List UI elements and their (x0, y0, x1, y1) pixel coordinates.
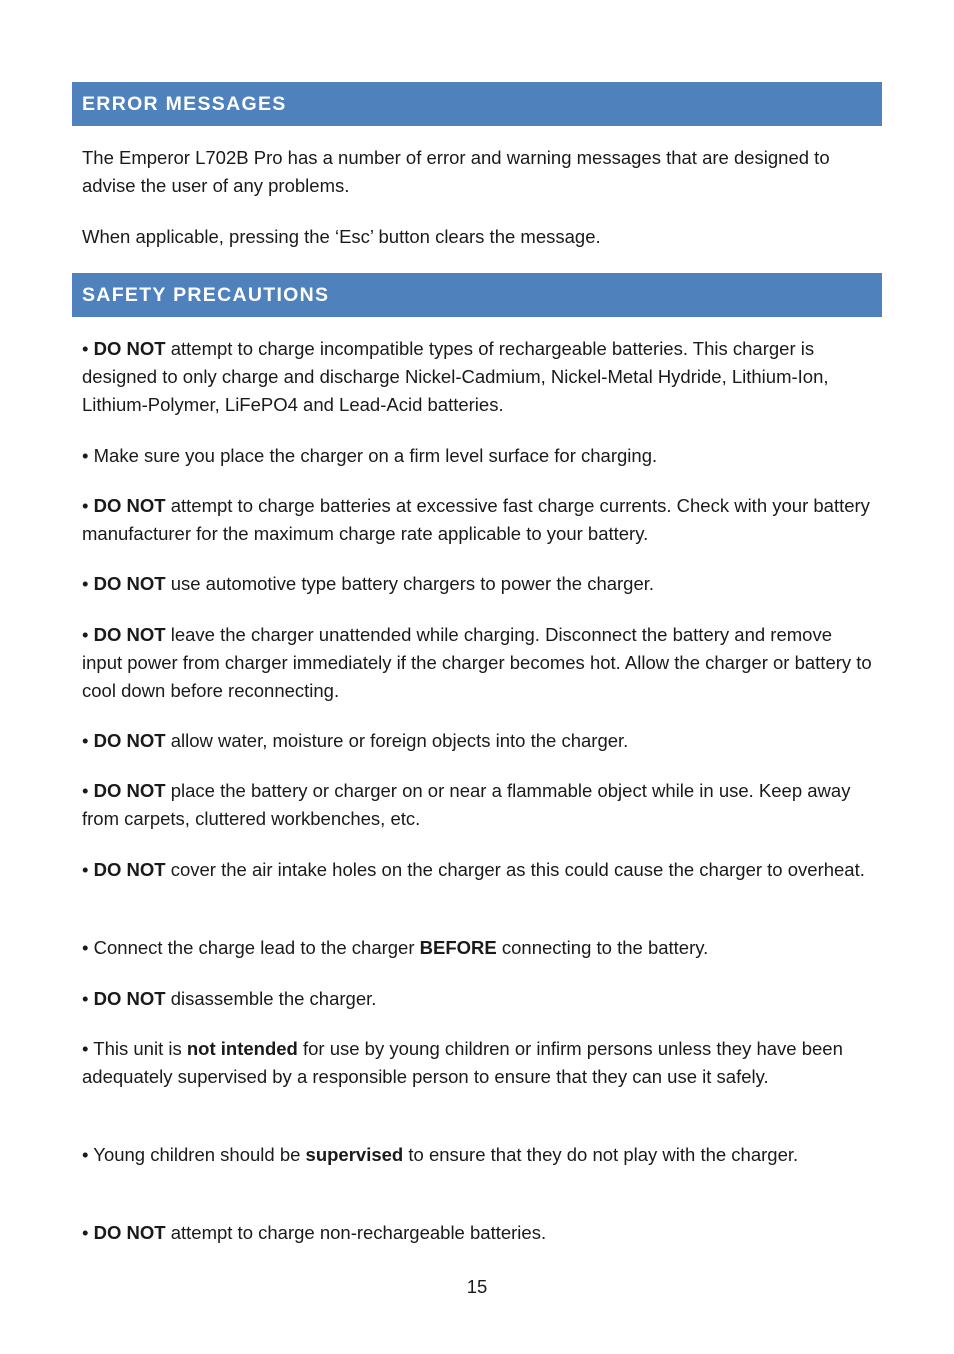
safety-item: • This unit is not intended for use by young children or infirm persons unless they have been adequately supervised by a responsible person to ensure that they can use it safely. (82, 1038, 843, 1087)
safety-precautions-title: SAFETY PRECAUTIONS (82, 283, 330, 306)
safety-precautions-heading (72, 273, 882, 317)
safety-item: • Young children should be supervised to ensure that they do not play with the charger. (82, 1144, 799, 1165)
safety-item: • DO NOT attempt to charge incompatible types of rechargeable batteries. This charger is designed to only charge and discharge Nickel-Cadmium, Nickel-Metal Hydride, Lithium-Ion, Lithium-Polymer, LiFePO4 and Lead-Acid batteries. (82, 338, 829, 415)
safety-item: • DO NOT attempt to charge batteries at excessive fast charge currents. Check with your battery manufacturer for the maximum charge rate applicable to your battery. (82, 495, 870, 544)
error-messages-heading (72, 82, 882, 126)
esc-button-paragraph: When applicable, pressing the ‘Esc’ button clears the message. (82, 226, 601, 247)
page-number: 15 (466, 1276, 488, 1297)
error-messages-title: ERROR MESSAGES (82, 92, 287, 115)
safety-item: • DO NOT allow water, moisture or foreign objects into the charger. (82, 730, 629, 751)
safety-item: • Make sure you place the charger on a firm level surface for charging. (82, 445, 658, 466)
safety-item: • DO NOT leave the charger unattended while charging. Disconnect the battery and remove input power from charger immediately if the charger becomes hot. Allow the charger or battery to cool down before reconnecting. (82, 624, 872, 701)
error-intro-paragraph: The Emperor L702B Pro has a number of error and warning messages that are designed to advise the user of any problems. (82, 147, 830, 196)
safety-item: • DO NOT attempt to charge non-rechargeable batteries. (82, 1222, 547, 1243)
safety-item: • DO NOT cover the air intake holes on the charger as this could cause the charger to overheat. (82, 859, 865, 880)
safety-item: • DO NOT use automotive type battery chargers to power the charger. (82, 573, 655, 594)
safety-item: • Connect the charge lead to the charger BEFORE connecting to the battery. (82, 937, 709, 958)
safety-item: • DO NOT place the battery or charger on or near a flammable object while in use. Keep away from carpets, cluttered workbenches, etc. (82, 780, 851, 829)
safety-item: • DO NOT disassemble the charger. (82, 988, 377, 1009)
